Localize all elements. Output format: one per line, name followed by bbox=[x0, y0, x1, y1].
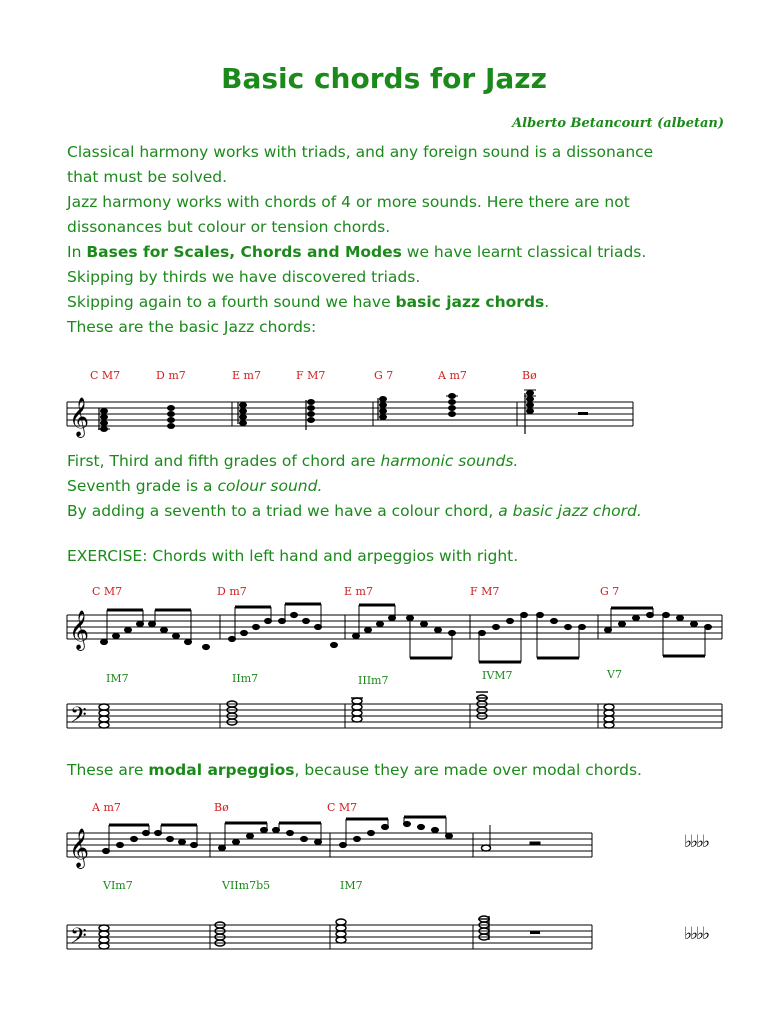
note bbox=[307, 411, 315, 417]
modal-roman-2: VIIm7b5 bbox=[222, 879, 271, 892]
note bbox=[307, 405, 315, 411]
modal-chord-2: Bø bbox=[214, 801, 229, 814]
author-credit: Alberto Betancourt (albetan) bbox=[512, 116, 724, 131]
note bbox=[448, 399, 456, 405]
intro-line-3: Jazz harmony works with chords of 4 or more sounds. Here there are not bbox=[67, 193, 630, 211]
exercise-roman-5: V7 bbox=[607, 668, 622, 681]
note bbox=[307, 399, 315, 405]
note bbox=[100, 420, 108, 426]
staff1-chord-4: F M7 bbox=[296, 369, 326, 382]
staff1-chord-2: D m7 bbox=[156, 369, 186, 382]
note bbox=[239, 402, 247, 408]
note bbox=[167, 405, 175, 411]
half-rest-icon bbox=[578, 412, 588, 415]
treble-clef-icon: 𝄞 bbox=[69, 610, 90, 650]
exercise-chord-2: D m7 bbox=[217, 585, 247, 598]
intro-line-2: that must be solved. bbox=[67, 168, 228, 186]
note bbox=[526, 402, 534, 408]
intro-text bbox=[67, 140, 727, 340]
page-title: Basic chords for Jazz bbox=[221, 62, 547, 95]
grades-line-3: By adding a seventh to a triad we have a colour chord, a basic jazz chord. bbox=[67, 502, 642, 520]
bass-clef-icon: 𝄢 bbox=[70, 703, 87, 733]
note bbox=[448, 405, 456, 411]
note bbox=[448, 411, 456, 417]
modal-roman-1: VIm7 bbox=[103, 879, 133, 892]
note bbox=[526, 390, 534, 396]
treble-clef-icon: 𝄞 bbox=[69, 828, 90, 868]
exercise-heading: EXERCISE: Chords with left hand and arpeggios with right. bbox=[67, 547, 519, 565]
note bbox=[239, 414, 247, 420]
exercise-chord-1: C M7 bbox=[92, 585, 123, 598]
note bbox=[100, 414, 108, 420]
note bbox=[526, 396, 534, 402]
key-signature-top-icon: ♭♭♭♭ bbox=[684, 832, 709, 852]
intro-line-7: Skipping again to a fourth sound we have basic jazz chords. bbox=[67, 293, 550, 311]
intro-line-1: Classical harmony works with triads, and any foreign sound is a dissonance bbox=[67, 143, 654, 161]
exercise-chord-3: E m7 bbox=[344, 585, 373, 598]
exercise-roman-4: IVM7 bbox=[482, 669, 513, 682]
modal-bass-chords bbox=[99, 916, 490, 949]
note bbox=[379, 414, 387, 420]
intro-line-8: These are the basic Jazz chords: bbox=[67, 318, 317, 336]
exercise-roman-1: IM7 bbox=[106, 672, 129, 685]
note bbox=[239, 420, 247, 426]
intro-line-6: Skipping by thirds we have discovered triads. bbox=[67, 268, 421, 286]
modal-roman-3: IM7 bbox=[340, 879, 363, 892]
staff1-chord-5: G 7 bbox=[374, 369, 394, 382]
exercise-chord-4: F M7 bbox=[470, 585, 500, 598]
basic-jazz-chords-term: basic jazz chords bbox=[395, 293, 545, 311]
note bbox=[379, 396, 387, 402]
staff1-chord-6: A m7 bbox=[438, 369, 467, 382]
note bbox=[100, 408, 108, 414]
note bbox=[379, 408, 387, 414]
exercise-roman-3: IIIm7 bbox=[358, 674, 389, 687]
treble-clef-icon: 𝄞 bbox=[69, 397, 90, 437]
modal-chord-3: C M7 bbox=[327, 801, 358, 814]
bases-link: Bases for Scales, Chords and Modes bbox=[86, 243, 402, 261]
modal-text: These are modal arpeggios, because they are made over modal chords. bbox=[67, 761, 642, 779]
half-rest-icon bbox=[530, 931, 540, 934]
exercise-roman-2: IIm7 bbox=[232, 672, 259, 685]
grades-text bbox=[67, 449, 727, 524]
intro-line-5: In Bases for Scales, Chords and Modes we have learnt classical triads. bbox=[67, 243, 647, 261]
staff1-chord-3: E m7 bbox=[232, 369, 261, 382]
bass-clef-icon: 𝄢 bbox=[70, 924, 87, 954]
note bbox=[167, 411, 175, 417]
modal-arpeggios-term: modal arpeggios bbox=[148, 761, 295, 779]
staff-exercise-treble bbox=[0, 600, 768, 670]
grades-line-1: First, Third and fifth grades of chord are harmonic sounds. bbox=[67, 452, 519, 470]
grades-line-2: Seventh grade is a colour sound. bbox=[67, 477, 323, 495]
exercise-chord-5: G 7 bbox=[600, 585, 620, 598]
note bbox=[379, 402, 387, 408]
modal-arpeggio-notes bbox=[103, 817, 541, 854]
chord-notes bbox=[98, 390, 588, 434]
note bbox=[307, 417, 315, 423]
staff-modal-bass bbox=[0, 910, 768, 960]
note bbox=[167, 417, 175, 423]
intro-line-4: dissonances but colour or tension chords. bbox=[67, 218, 391, 236]
staff-modal-treble bbox=[0, 815, 768, 885]
note bbox=[167, 423, 175, 429]
staff1-chord-1: C M7 bbox=[90, 369, 121, 382]
key-signature-bottom-icon: ♭♭♭♭ bbox=[684, 924, 709, 944]
staff-basic-chords bbox=[0, 390, 768, 450]
staff1-chord-7: Bø bbox=[522, 369, 537, 382]
note bbox=[526, 408, 534, 414]
modal-chord-1: A m7 bbox=[92, 801, 121, 814]
staff-exercise-bass bbox=[0, 692, 768, 742]
note bbox=[239, 408, 247, 414]
